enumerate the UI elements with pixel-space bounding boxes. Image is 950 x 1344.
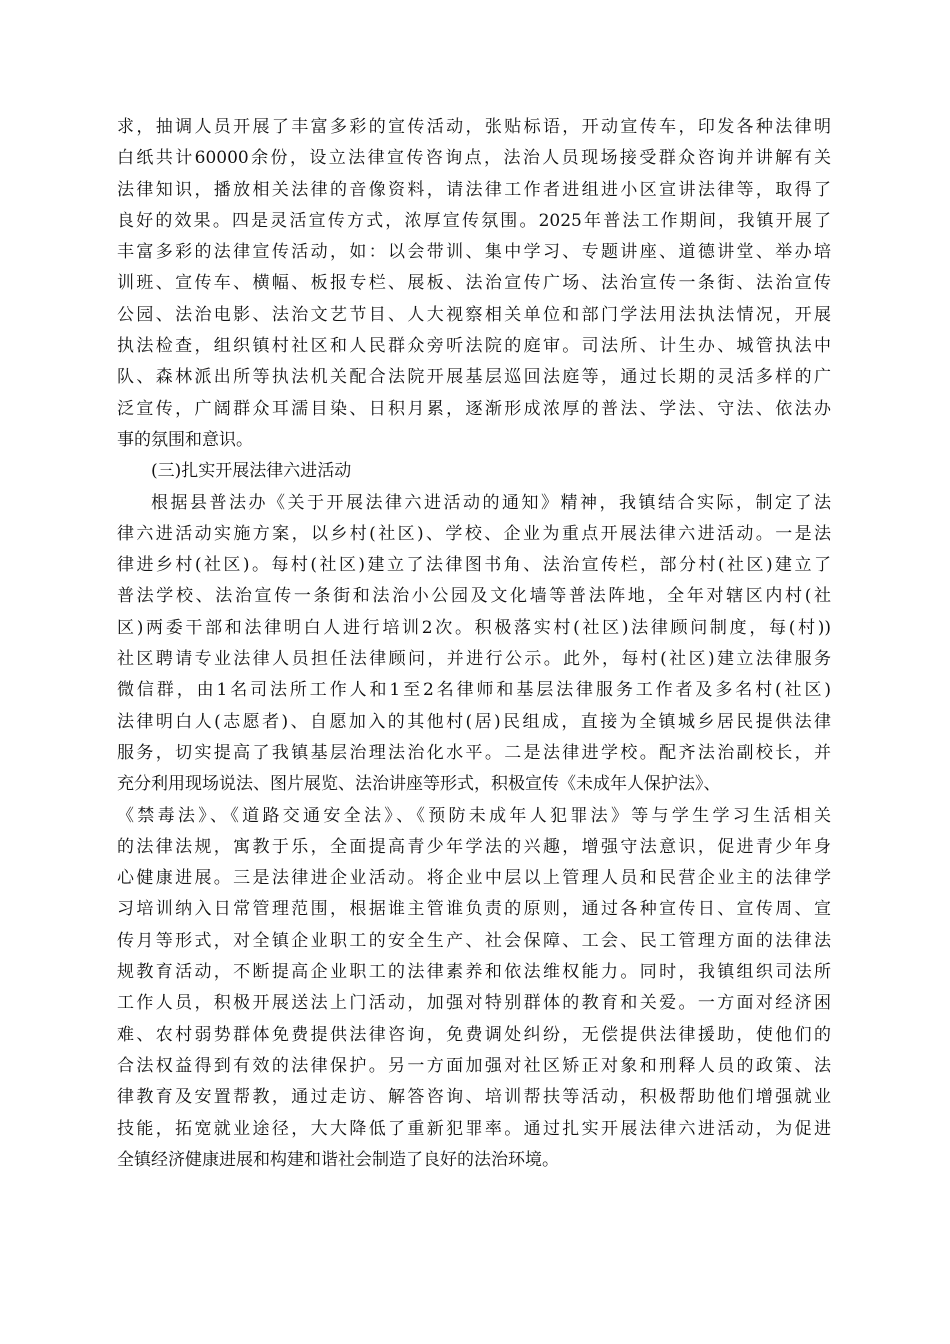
text-line: 规教育活动，不断提高企业职工的法律素养和依法维权能力。同时，我镇组织司法所 [117,962,831,983]
text-line: 训班、宣传车、横幅、板报专栏、展板、法治宣传广场、法治宣传一条街、法治宣传 [117,273,831,294]
text-line: 《禁毒法》、《道路交通安全法》、《预防未成年人犯罪法》等与学生学习生活相关 [117,805,831,826]
text-line: 传月等形式，对全镇企业职工的安全生产、社会保障、工会、民工管理方面的法律法 [117,930,831,951]
text-line: 合法权益得到有效的法律保护。另一方面加强对社区矫正对象和刑释人员的政策、法 [117,1055,831,1076]
text-line: 技能，拓宽就业途径，大大降低了重新犯罪率。通过扎实开展法律六进活动，为促进 [117,1118,831,1139]
text-line: 白纸共计60000余份，设立法律宣传咨询点，法治人员现场接受群众咨询并讲解有关 [117,148,831,169]
text-line: 充分利用现场说法、图片展览、法治讲座等形式，积极宣传《未成年人保护法》、 [117,774,721,795]
text-line: 队、森林派出所等执法机关配合法院开展基层巡回法庭等，通过长期的灵活多样的广 [117,367,831,388]
text-line: 的法律法规，寓教于乐，全面提高青少年学法的兴趣，增强守法意识，促进青少年身 [117,836,831,857]
text-line: 事的氛围和意识。 [117,429,253,450]
text-line: 公园、法治电影、法治文艺节目、人大视察相关单位和部门学法用法执法情况，开展 [117,304,831,325]
text-line: 全镇经济健康进展和构建和谐社会制造了良好的法治环境。 [117,1149,559,1170]
text-line: 服务，切实提高了我镇基层治理法治化水平。二是法律进学校。配齐法治副校长，并 [117,742,831,763]
text-line: 律进乡村(社区)。每村(社区)建立了法律图书角、法治宣传栏，部分村(社区)建立了 [117,555,831,576]
text-line: 法律知识，播放相关法律的音像资料，请法律工作者进组进小区宣讲法律等，取得了 [117,179,831,200]
text-line: 工作人员，积极开展送法上门活动，加强对特别群体的教育和关爱。一方面对经济困 [117,993,831,1014]
section-heading: (三)扎实开展法律六进活动 [151,461,352,482]
text-line: 心健康进展。三是法律进企业活动。将企业中层以上管理人员和民营企业主的法律学 [117,868,831,889]
text-line: 法律明白人(志愿者)、自愿加入的其他村(居)民组成，直接为全镇城乡居民提供法律 [117,711,831,732]
paragraph-six-laws-activities [117,488,831,1177]
text-line: 律六进活动实施方案，以乡村(社区)、学校、企业为重点开展法律六进活动。一是法 [117,523,831,544]
text-line: 难、农村弱势群体免费提供法律咨询，免费调处纠纷，无偿提供法律援助，使他们的 [117,1024,831,1045]
text-line: 执法检查，组织镇村社区和人民群众旁听法院的庭审。司法所、计生办、城管执法中 [117,336,831,357]
text-line: 求，抽调人员开展了丰富多彩的宣传活动，张贴标语，开动宣传车，印发各种法律明 [117,117,831,137]
document-body [117,112,831,1176]
text-line: 律教育及安置帮教，通过走访、解答咨询、培训帮扶等活动，积极帮助他们增强就业 [117,1087,831,1108]
text-line: 微信群，由1名司法所工作人和1至2名律师和基层法律服务工作者及多名村(社区) [117,680,831,701]
text-line: 良好的效果。四是灵活宣传方式，浓厚宣传氛围。2025年普法工作期间，我镇开展了 [117,210,831,231]
text-line: 丰富多彩的法律宣传活动，如：以会带训、集中学习、专题讲座、道德讲堂、举办培 [117,242,831,263]
text-line: 泛宣传，广阔群众耳濡目染、日积月累，逐渐形成浓厚的普法、学法、守法、依法办 [117,398,831,419]
paragraph-promotion-activities [117,112,831,456]
text-line: 区)两委干部和法律明白人进行培训2次。积极落实村(社区)法律顾问制度，每(村)) [117,617,831,638]
text-line: 习培训纳入日常管理范围，根据谁主管谁负责的原则，通过各种宣传日、宣传周、宣 [117,899,831,920]
text-line: 根据县普法办《关于开展法律六进活动的通知》精神，我镇结合实际，制定了法 [151,492,831,513]
text-line: 普法学校、法治宣传一条街和法治小公园及文化墙等普法阵地，全年对辖区内村(社 [117,586,831,607]
text-line: 社区聘请专业法律人员担任法律顾问，并进行公示。此外，每村(社区)建立法律服务 [117,649,831,670]
